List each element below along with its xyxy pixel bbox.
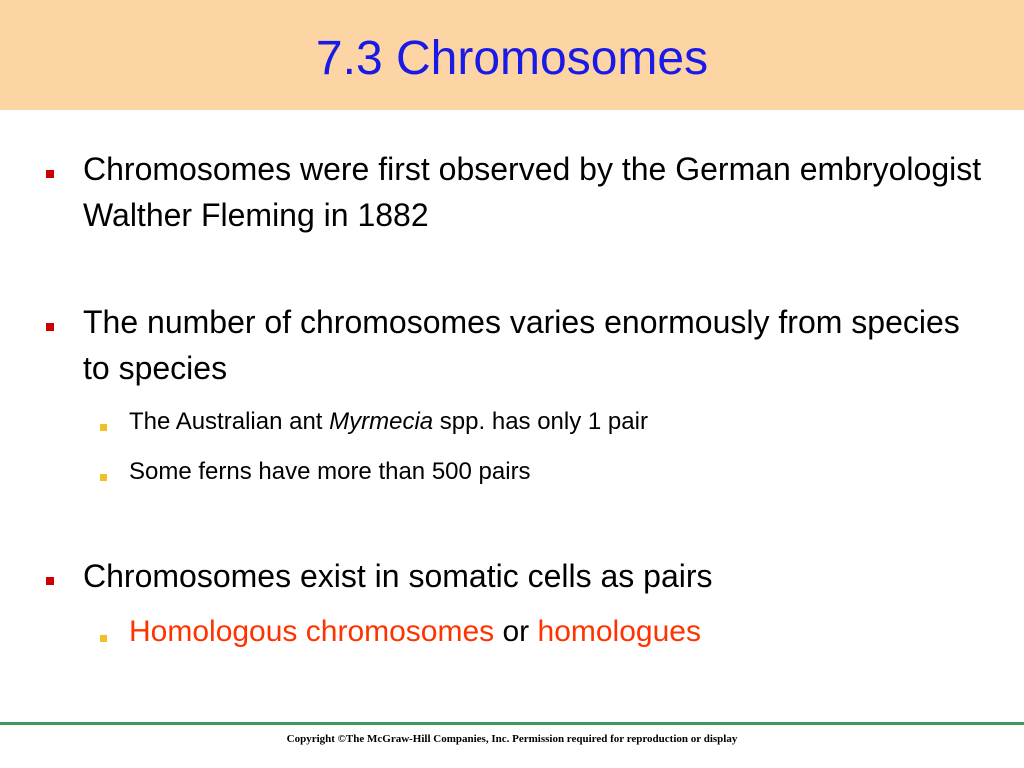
term-homologous-chromosomes: Homologous chromosomes — [129, 615, 495, 648]
footer-rule — [0, 722, 1024, 725]
genus-name: Myrmecia — [329, 408, 434, 435]
sub-bullet-text — [129, 614, 989, 650]
sub-bullet-marker — [100, 474, 107, 481]
bullet-marker — [46, 577, 54, 585]
sub-bullet-marker — [100, 635, 107, 642]
bullet-text: Chromosomes exist in somatic cells as pairs — [83, 558, 713, 594]
sub-bullet-text: Some ferns have more than 500 pairs — [129, 458, 531, 485]
sub-bullet-text-before: The Australian ant — [129, 408, 330, 435]
sub-bullet-text — [129, 407, 989, 437]
copyright-footer: Copyright ©The McGraw-Hill Companies, Inc. Permission required for reproduction or display — [286, 733, 738, 745]
bullet-text: Chromosomes were first observed by the German embryologist Walther Fleming in 1882 — [83, 151, 982, 233]
bullet-text: The number of chromosomes varies enormously from species to species — [83, 304, 960, 386]
term-homologues: homologues — [537, 615, 701, 648]
slide-title: 7.3 Chromosomes — [315, 32, 709, 85]
bullet-marker — [46, 170, 54, 178]
bullet-marker — [46, 323, 54, 331]
sub-bullet-marker — [100, 424, 107, 431]
sub-bullet-text-after: spp. has only 1 pair — [433, 408, 648, 435]
term-connector: or — [494, 615, 538, 648]
